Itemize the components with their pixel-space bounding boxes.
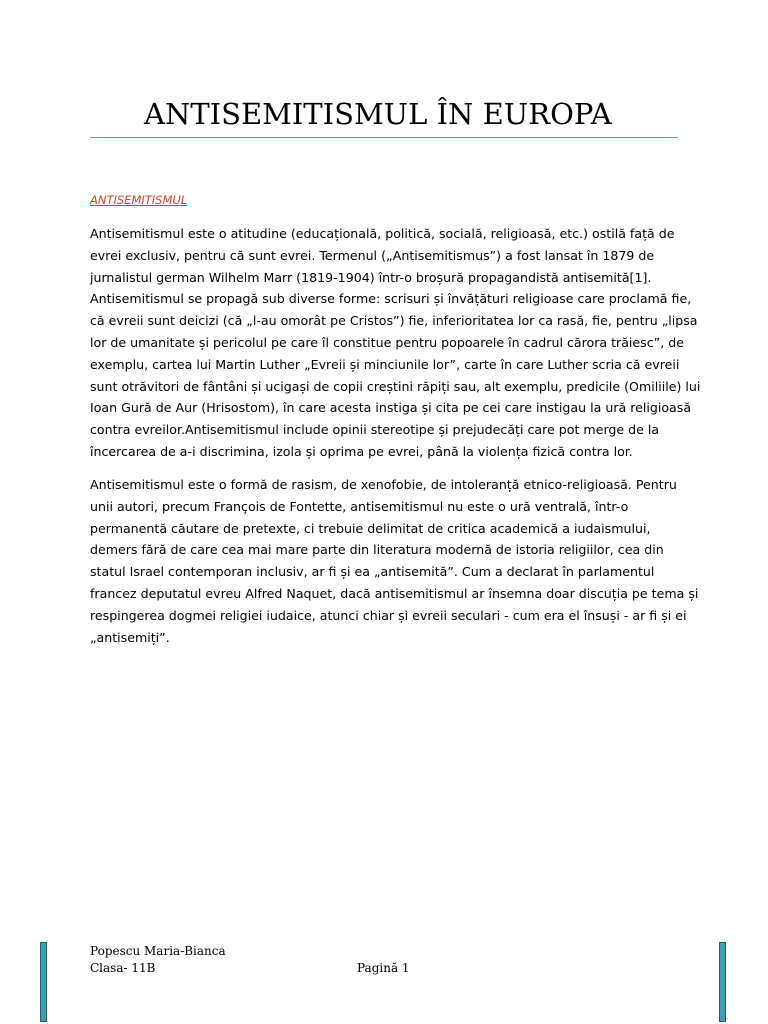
footer-right-bar xyxy=(719,942,726,1022)
text-line: exemplu, cartea lui Martin Luther „Evreii și minciunile lor”, carte în care Luther scria că evreii xyxy=(90,356,680,372)
text-line: evrei exclusiv, pentru că sunt evrei. Termenul („Antisemitismus”) a fost lansat în 1879 de xyxy=(90,247,655,263)
footer-left-bar xyxy=(40,942,47,1022)
body-paragraph xyxy=(90,223,701,463)
footer-class: Clasa- 11B xyxy=(90,961,156,975)
text-line: statul Israel contemporan inclusiv, ar fi și ea „antisemită”. Cum a declarat în parlamentul xyxy=(90,564,655,580)
footer-author: Popescu Maria-Bianca xyxy=(90,944,226,958)
text-line: unii autori, precum François de Fontette, antisemitismul nu este o ură ventrală, într-o xyxy=(90,498,629,514)
section-heading-link[interactable]: ANTISEMITISMUL xyxy=(90,193,188,207)
text-line: demers fără de care cea mai mare parte din literatura modernă de istoria religiilor, cea din xyxy=(90,542,664,558)
body-paragraph xyxy=(90,474,699,648)
text-line: permanentă căutare de pretexte, ci trebuie delimitat de critica academică a iudaismului, xyxy=(90,520,651,536)
text-line: „antisemiți”. xyxy=(90,629,170,645)
text-line: încercarea de a-i discrimina, izola și oprima pe evrei, până la violența fizică contra lor. xyxy=(90,443,633,459)
page-title: ANTISEMITISMUL ÎN EUROPA xyxy=(144,97,612,131)
text-line: sunt otrăvitori de fântâni și ucigași de copii creștini răpiți sau, alt exemplu, predicile (Omiliile) lui xyxy=(90,378,701,394)
text-line: jurnalistul german Wilhelm Marr (1819-1904) într-o broșură propagandistă antisemită[1]. xyxy=(90,269,652,285)
text-line: Antisemitismul este o atitudine (educațională, politică, socială, religioasă, etc.) ostilă față de xyxy=(90,226,675,241)
title-underline-rule xyxy=(90,137,678,138)
text-line: Ioan Gură de Aur (Hrisostom), în care acesta instiga și cita pe cei care instigau la ură religioasă xyxy=(90,400,692,416)
text-line: că evreii sunt deicizi (că „l-au omorât pe Cristos”) fie, inferioritatea lor ca rasă, fie, pentru „lipsa xyxy=(90,313,698,329)
text-line: lor de umanitate și pericolul pe care îl constitue pentru popoarele în cadrul cărora trăiesc”, de xyxy=(90,334,684,350)
text-line: francez deputatul evreu Alfred Naquet, dacă antisemitismul ar însemna doar discuția pe tema și xyxy=(90,585,699,601)
text-line: contra evreilor.Antisemitismul include opinii stereotipe și prejudecăți care pot merge de la xyxy=(90,422,660,438)
footer-page-number: Pagină 1 xyxy=(357,961,410,975)
text-line: respingerea dogmei religiei iudaice, atunci chiar și evreii seculari - cum era el însuși - ar fi și ei xyxy=(90,607,687,623)
text-line: Antisemitismul se propagă sub diverse forme: scrisuri și învățături religioase care proclamă fie, xyxy=(90,291,692,307)
text-line: Antisemitismul este o formă de rasism, de xenofobie, de intoleranță etnico-religioasă. Pentru xyxy=(90,477,677,492)
